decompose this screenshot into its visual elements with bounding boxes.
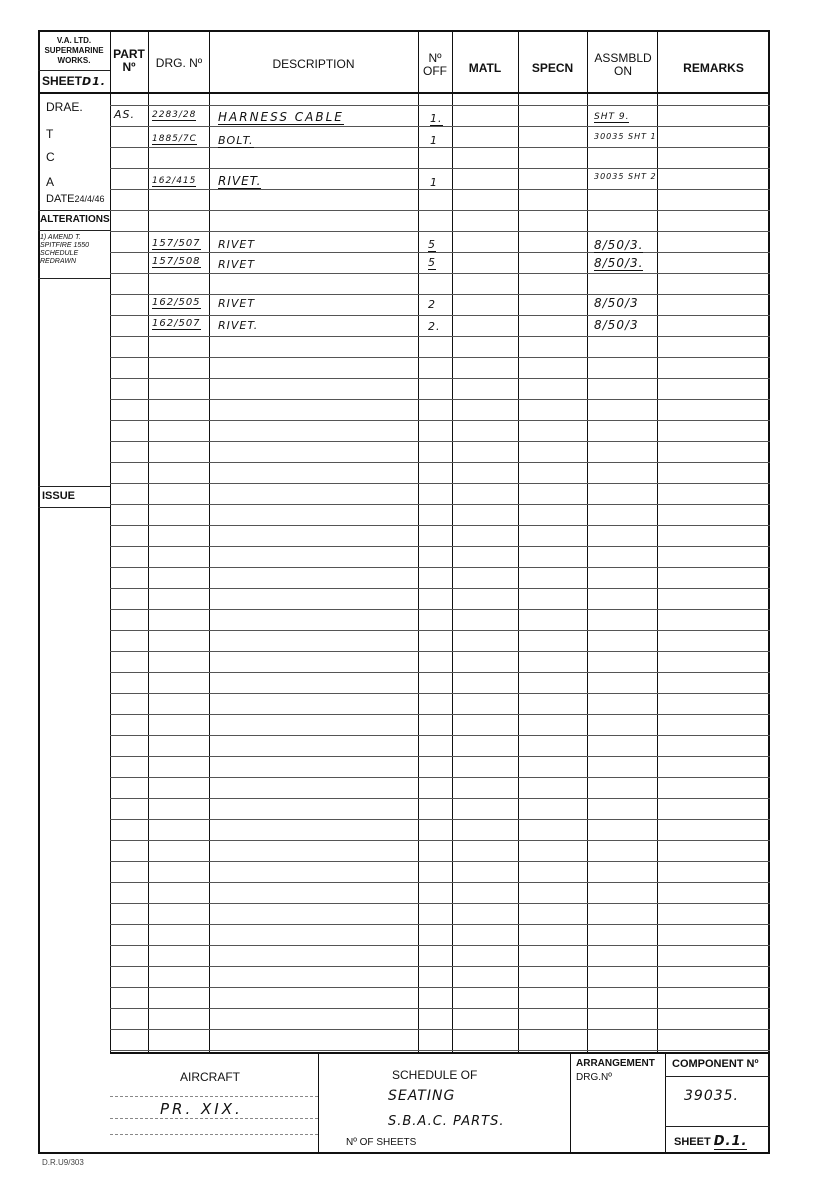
row-assmbld: 8/50/3 xyxy=(594,296,639,310)
drae-label: DRAE. xyxy=(46,100,83,114)
alterations-rule xyxy=(38,210,110,211)
header-no-off: Nº OFF xyxy=(423,51,447,78)
row-line xyxy=(110,273,770,274)
schedule-label: SCHEDULE OF xyxy=(392,1068,478,1082)
alterations-end-rule xyxy=(38,278,110,279)
row-off: 5 xyxy=(428,256,436,269)
row-line xyxy=(110,252,770,253)
c-label: C xyxy=(46,150,55,164)
row-line xyxy=(110,210,770,211)
row-assmbld: 8/50/3. xyxy=(594,256,644,270)
no-of-sheets-label: Nº OF SHEETS xyxy=(346,1137,417,1148)
row-assmbld: SHT 9. xyxy=(594,112,630,122)
row-line xyxy=(110,126,770,127)
date-field xyxy=(46,193,105,205)
row-line xyxy=(110,903,770,904)
row-line xyxy=(110,693,770,694)
row-line xyxy=(110,798,770,799)
row-line xyxy=(110,294,770,295)
row-line xyxy=(110,168,770,169)
company-line3: WORKS. xyxy=(57,56,91,65)
row-line xyxy=(110,882,770,883)
row-line xyxy=(110,861,770,862)
row-line xyxy=(110,105,770,106)
date-value: 24/4/46 xyxy=(74,194,105,204)
col-divider xyxy=(209,30,210,1052)
row-line xyxy=(110,567,770,568)
schedule-line1: SEATING xyxy=(388,1088,456,1104)
row-assmbld: 30035 SHT 1 xyxy=(594,132,657,141)
component-label: COMPONENT Nº xyxy=(672,1058,759,1070)
header-remarks: REMARKS xyxy=(683,61,744,75)
row-line xyxy=(110,483,770,484)
row-line xyxy=(110,1050,770,1051)
row-desc: RIVET xyxy=(218,238,256,251)
sheet-value: D1. xyxy=(82,75,106,88)
header-rule xyxy=(38,92,770,94)
row-assmbld: 30035 SHT 2 xyxy=(594,172,657,181)
header-spec: SPECN xyxy=(531,61,574,75)
col-divider xyxy=(587,30,588,1052)
title-block-divider xyxy=(318,1052,319,1154)
alterations-label: ALTERATIONS xyxy=(40,214,110,225)
row-line xyxy=(110,630,770,631)
row-line xyxy=(110,378,770,379)
row-drg: 162/415 xyxy=(152,176,197,186)
row-drg: 157/508 xyxy=(152,256,201,267)
row-desc: HARNESS CABLE xyxy=(218,110,344,124)
row-line xyxy=(110,1029,770,1030)
title-block-divider xyxy=(665,1052,666,1154)
row-line xyxy=(110,966,770,967)
row-line xyxy=(110,924,770,925)
row-off: 1 xyxy=(430,176,438,189)
header-drg-no: DRG. Nº xyxy=(155,56,203,70)
row-line xyxy=(110,189,770,190)
row-line xyxy=(110,441,770,442)
form-ref: D.R.U9/303 xyxy=(42,1158,84,1167)
row-off: 1. xyxy=(430,112,443,125)
col-divider xyxy=(110,30,111,1052)
sheet-label-bottom: SHEET xyxy=(674,1136,711,1148)
row-line xyxy=(110,735,770,736)
row-line xyxy=(110,315,770,316)
title-block-divider xyxy=(570,1052,571,1154)
aircraft-label: AIRCRAFT xyxy=(180,1070,240,1084)
row-line xyxy=(110,546,770,547)
row-desc: RIVET xyxy=(218,297,256,310)
row-line xyxy=(110,756,770,757)
row-off: 1 xyxy=(430,134,438,147)
col-divider xyxy=(657,30,658,1052)
sheet-label: SHEET xyxy=(42,74,83,88)
company-line2: SUPERMARINE xyxy=(44,46,104,55)
t-label: T xyxy=(46,127,54,141)
row-line xyxy=(110,714,770,715)
row-desc: RIVET. xyxy=(218,174,262,188)
row-drg: 157/507 xyxy=(152,238,201,249)
company-name xyxy=(40,36,108,66)
row-line xyxy=(110,588,770,589)
row-drg: 162/507 xyxy=(152,318,201,329)
header-description: DESCRIPTION xyxy=(272,57,355,71)
sheet-field-bottom xyxy=(674,1134,747,1149)
issue-rule xyxy=(38,486,110,487)
row-assmbld: 8/50/3 xyxy=(594,318,639,332)
sheet-field xyxy=(42,75,108,88)
row-drg: 2283/28 xyxy=(152,110,197,120)
col-divider xyxy=(452,30,453,1052)
row-line xyxy=(110,840,770,841)
row-desc: RIVET. xyxy=(218,319,259,332)
component-value: 39035. xyxy=(684,1088,739,1104)
title-block-top xyxy=(110,1052,770,1054)
row-line xyxy=(110,525,770,526)
date-label: DATE xyxy=(46,193,75,205)
alterations-rule xyxy=(38,230,110,231)
row-line xyxy=(110,336,770,337)
sheet-rule xyxy=(38,70,110,71)
company-line1: V.A. LTD. xyxy=(56,36,92,45)
row-desc: RIVET xyxy=(218,258,256,271)
row-line xyxy=(110,462,770,463)
row-line xyxy=(110,819,770,820)
header-matl: MATL xyxy=(468,61,502,75)
col-divider xyxy=(418,30,419,1052)
aircraft-rule xyxy=(110,1118,318,1119)
component-rule xyxy=(665,1076,770,1077)
row-line xyxy=(110,231,770,232)
col-divider xyxy=(148,30,149,1052)
row-drg: 1885/7C xyxy=(152,134,197,144)
arrangement-label: ARRANGEMENT xyxy=(576,1058,655,1069)
schedule-line2: S.B.A.C. PARTS. xyxy=(388,1114,505,1129)
aircraft-value: PR. XIX. xyxy=(160,1100,243,1118)
row-line xyxy=(110,420,770,421)
a-label: A xyxy=(46,175,55,189)
row-line xyxy=(110,147,770,148)
sheet-value-bottom: D.1. xyxy=(713,1134,748,1149)
row-line xyxy=(110,609,770,610)
row-desc: BOLT. xyxy=(218,134,254,147)
row-line xyxy=(110,777,770,778)
row-part: AS. xyxy=(114,108,136,121)
row-line xyxy=(110,945,770,946)
aircraft-rule xyxy=(110,1134,318,1135)
row-line xyxy=(110,987,770,988)
row-drg: 162/505 xyxy=(152,297,201,308)
row-off: 2 xyxy=(428,298,436,311)
row-line xyxy=(110,504,770,505)
issue-rule xyxy=(38,507,110,508)
row-line xyxy=(110,651,770,652)
arrangement-drg-label: DRG.Nº xyxy=(576,1072,612,1083)
row-off: 2. xyxy=(428,320,441,333)
aircraft-rule xyxy=(110,1096,318,1097)
header-assmbld-on: ASSMBLD ON xyxy=(594,51,652,78)
row-assmbld: 8/50/3. xyxy=(594,238,644,252)
col-divider xyxy=(518,30,519,1052)
row-line xyxy=(110,1008,770,1009)
issue-label: ISSUE xyxy=(42,490,76,502)
alteration-note: 1) AMEND T. SPITFIRE 1550 SCHEDULE REDRAWN xyxy=(40,234,90,265)
row-off: 5 xyxy=(428,238,436,251)
row-line xyxy=(110,357,770,358)
row-line xyxy=(110,399,770,400)
row-line xyxy=(110,672,770,673)
component-rule xyxy=(665,1126,770,1127)
header-part-no: PART Nº xyxy=(113,47,145,74)
